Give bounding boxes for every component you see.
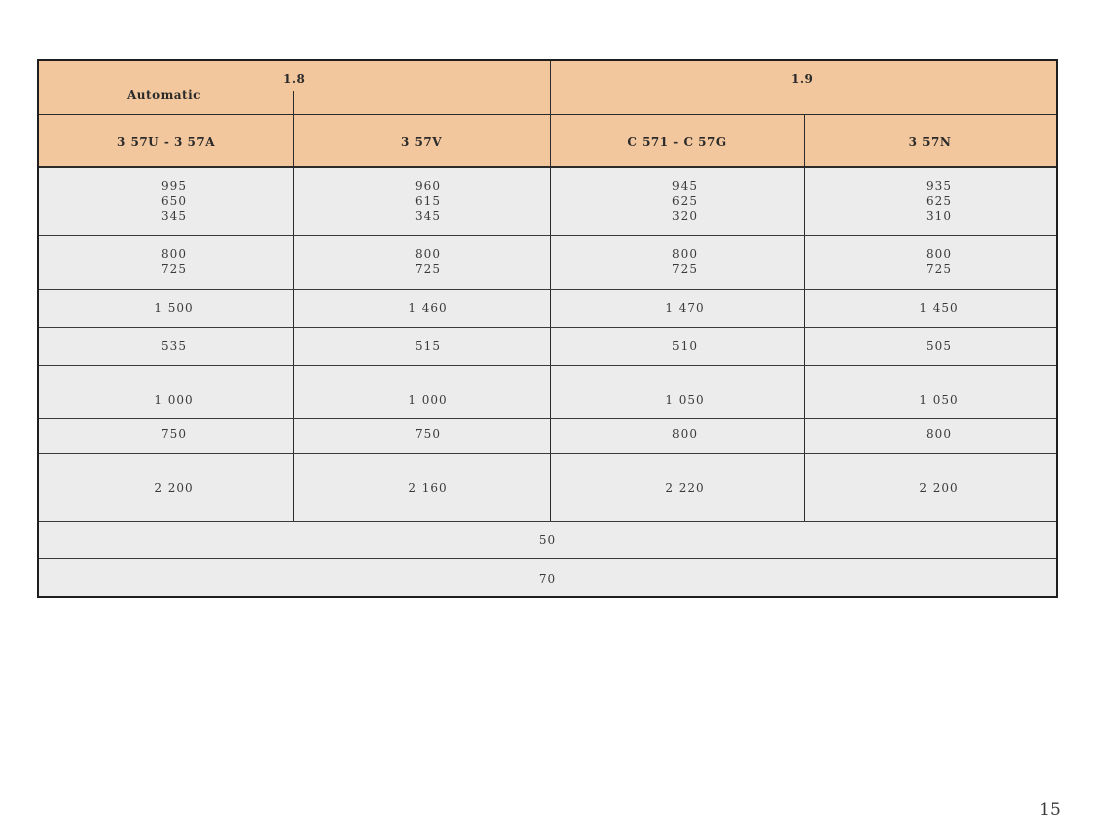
table-cell: 750 xyxy=(415,427,441,441)
table-cell: 535 xyxy=(161,339,187,353)
model-header: 3 57V xyxy=(400,135,443,149)
table-cell: 505 xyxy=(926,339,952,353)
row-divider xyxy=(39,521,1056,522)
model-header: 3 57N xyxy=(908,135,952,149)
row-divider xyxy=(39,235,1056,236)
table-cell: 510 xyxy=(672,339,698,353)
row-divider xyxy=(39,289,1056,290)
column-divider xyxy=(804,115,805,521)
table-cell: 750 xyxy=(161,427,187,441)
table-cell: 1 500 xyxy=(154,301,194,315)
page-number: 15 xyxy=(1039,800,1061,820)
row-divider xyxy=(39,327,1056,328)
table-cell: 2 200 xyxy=(154,481,194,495)
table-cell: 935 625 310 xyxy=(926,179,952,223)
table-cell: 800 725 xyxy=(672,247,698,276)
row-divider xyxy=(39,418,1056,419)
table-cell: 800 725 xyxy=(926,247,952,276)
header-group-a: 1.8 xyxy=(283,72,306,86)
shared-row-value: 70 xyxy=(538,572,557,586)
table-cell: 1 050 xyxy=(919,393,959,407)
spec-table xyxy=(37,59,1058,598)
model-header: C 571 - C 57G xyxy=(627,135,727,149)
model-header: 3 57U - 3 57A xyxy=(116,135,216,149)
table-cell: 1 460 xyxy=(408,301,448,315)
table-cell: 2 160 xyxy=(408,481,448,495)
table-cell: 515 xyxy=(415,339,441,353)
table-cell: 1 470 xyxy=(665,301,705,315)
table-cell: 1 050 xyxy=(665,393,705,407)
table-cell: 800 725 xyxy=(415,247,441,276)
table-cell: 995 650 345 xyxy=(161,179,187,223)
shared-row-value: 50 xyxy=(538,533,557,547)
table-cell: 800 xyxy=(926,427,952,441)
row-divider xyxy=(39,453,1056,454)
column-divider xyxy=(550,61,551,521)
row-divider xyxy=(39,365,1056,366)
table-cell: 1 450 xyxy=(919,301,959,315)
table-cell: 960 615 345 xyxy=(415,179,441,223)
table-cell: 1 000 xyxy=(408,393,448,407)
table-cell: 1 000 xyxy=(154,393,194,407)
header-group-b: 1.9 xyxy=(791,72,814,86)
header-label: Automatic xyxy=(127,88,201,102)
table-cell: 945 625 320 xyxy=(672,179,698,223)
table-cell: 2 220 xyxy=(665,481,705,495)
table-cell: 2 200 xyxy=(919,481,959,495)
row-divider xyxy=(39,558,1056,559)
table-cell: 800 725 xyxy=(161,247,187,276)
table-cell: 800 xyxy=(672,427,698,441)
